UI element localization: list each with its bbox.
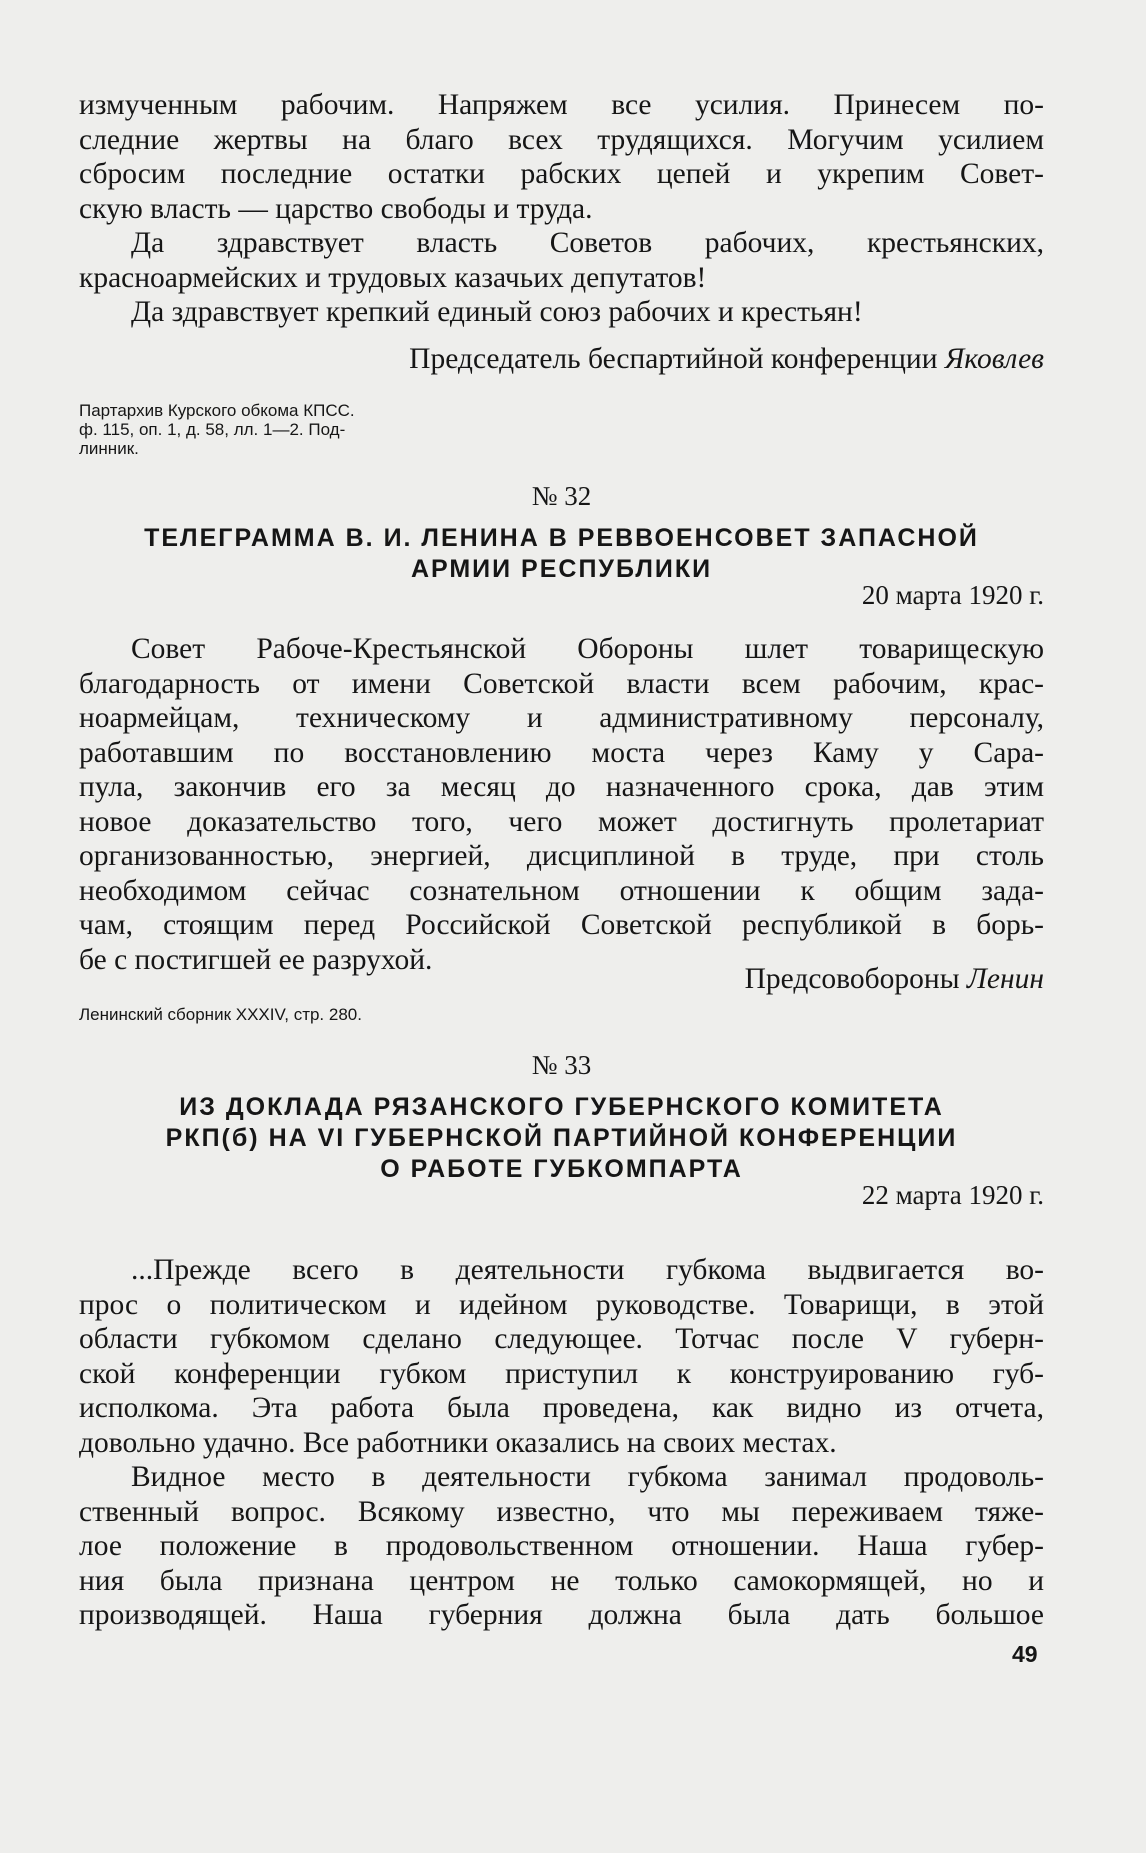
text-line: Совет Рабоче-Крестьянской Обороны шлет товарищескую bbox=[131, 633, 1044, 665]
source-line: Ленинский сборник XXXIV, стр. 280. bbox=[79, 1005, 362, 1024]
text-line: благодарность от имени Советской власти всем рабочим, крас- bbox=[79, 667, 1044, 700]
signature-name: Яковлев bbox=[944, 343, 1044, 375]
source-line: Партархив Курского обкома КПСС. bbox=[79, 401, 355, 420]
doc33-body-p2 bbox=[79, 1460, 1044, 1633]
text-line: лое положение в продовольственном отношении. Наша губер- bbox=[79, 1530, 1044, 1562]
signature-label: Предсовобороны bbox=[744, 963, 960, 995]
signature-name: Ленин bbox=[966, 963, 1044, 995]
text-line: Да здравствует власть Советов рабочих, крестьянских, bbox=[131, 227, 1044, 259]
document-number: № 33 bbox=[531, 1050, 592, 1080]
continuation-text bbox=[79, 88, 1044, 330]
title-line: ИЗ ДОКЛАДА РЯЗАНСКОГО ГУБЕРНСКОГО КОМИТЕТА bbox=[179, 1093, 944, 1121]
text-line: новое доказательство того, чего может достигнуть пролетариат bbox=[79, 805, 1044, 838]
text-line: исполкома. Эта работа была проведена, как видно из отчета, bbox=[79, 1392, 1044, 1424]
title-line: ТЕЛЕГРАММА В. И. ЛЕНИНА В РЕВВОЕНСОВЕТ ЗАПАСНОЙ bbox=[144, 524, 979, 552]
doc32-body bbox=[79, 632, 1044, 977]
text-line: бе с постигшей ее разрухой. bbox=[79, 943, 433, 976]
source-line: ф. 115, оп. 1, д. 58, лл. 1—2. Под- bbox=[79, 420, 346, 439]
text-line: чам, стоящим перед Российской Советской республикой в борь- bbox=[79, 909, 1044, 941]
text-line: скую власть — царство свободы и труда. bbox=[79, 192, 593, 225]
title-line: АРМИИ РЕСПУБЛИКИ bbox=[410, 555, 713, 583]
text-line: ноармейцам, техническому и административному персоналу, bbox=[79, 702, 1044, 734]
doc32-title bbox=[79, 523, 1044, 585]
text-line: необходимом сейчас сознательном отношении к общим зада- bbox=[79, 874, 1044, 907]
text-line: красноармейских и трудовых казачьих депутатов! bbox=[79, 261, 707, 294]
page-number: 49 bbox=[1012, 1641, 1038, 1667]
document-date: 22 марта 1920 г. bbox=[861, 1180, 1044, 1210]
doc33-body-p1 bbox=[79, 1253, 1044, 1460]
signature-label: Председатель беспартийной конференции bbox=[409, 343, 938, 375]
title-line: О РАБОТЕ ГУБКОМПАРТА bbox=[380, 1155, 743, 1183]
doc33-number bbox=[79, 1050, 1044, 1080]
text-line: организованностью, энергией, дисциплиной в труде, при столь bbox=[79, 840, 1044, 872]
text-line: пула, закончив его за месяц до назначенного срока, дав этим bbox=[79, 771, 1044, 803]
text-line: Видное место в деятельности губкома занимал продоволь- bbox=[131, 1461, 1044, 1493]
doc32-number bbox=[79, 481, 1044, 511]
document-number: № 32 bbox=[531, 481, 592, 511]
text-line: прос о политическом и идейном руководстве. Товарищи, в этой bbox=[79, 1288, 1044, 1321]
archive-source bbox=[79, 401, 1044, 458]
doc33-date bbox=[79, 1180, 1044, 1210]
text-line: ...Прежде всего в деятельности губкома выдвигается во- bbox=[131, 1254, 1044, 1286]
signature-lenin bbox=[79, 962, 1044, 997]
text-line: области губкомом сделано следующее. Тотчас после V губерн- bbox=[79, 1323, 1044, 1355]
source-line: линник. bbox=[79, 439, 139, 458]
text-line: следние жертвы на благо всех трудящихся. Могучим усилием bbox=[79, 123, 1044, 156]
document-date: 20 марта 1920 г. bbox=[861, 580, 1044, 610]
text-line: ской конференции губком приступил к конструированию губ- bbox=[79, 1357, 1044, 1390]
text-line: довольно удачно. Все работники оказались на своих местах. bbox=[79, 1426, 837, 1459]
text-line: работавшим по восстановлению моста через Каму у Сара- bbox=[79, 736, 1044, 769]
text-line: измученным рабочим. Напряжем все усилия. Принесем по- bbox=[79, 89, 1044, 121]
text-line: производящей. Наша губерния должна была дать большое bbox=[79, 1599, 1044, 1631]
text-line: ственный вопрос. Всякому известно, что мы переживаем тяже- bbox=[79, 1495, 1044, 1528]
doc32-source bbox=[79, 1005, 1044, 1024]
signature-yakovlev bbox=[79, 342, 1044, 377]
doc33-title bbox=[79, 1092, 1044, 1185]
text-line: сбросим последние остатки рабских цепей и укрепим Совет- bbox=[79, 158, 1044, 190]
text-line: ния была признана центром не только самокормящей, но и bbox=[79, 1564, 1044, 1597]
title-line: РКП(б) НА VI ГУБЕРНСКОЙ ПАРТИЙНОЙ КОНФЕРЕНЦИИ bbox=[165, 1124, 958, 1152]
doc32-date bbox=[79, 580, 1044, 610]
text-line: Да здравствует крепкий единый союз рабочих и крестьян! bbox=[131, 296, 863, 328]
